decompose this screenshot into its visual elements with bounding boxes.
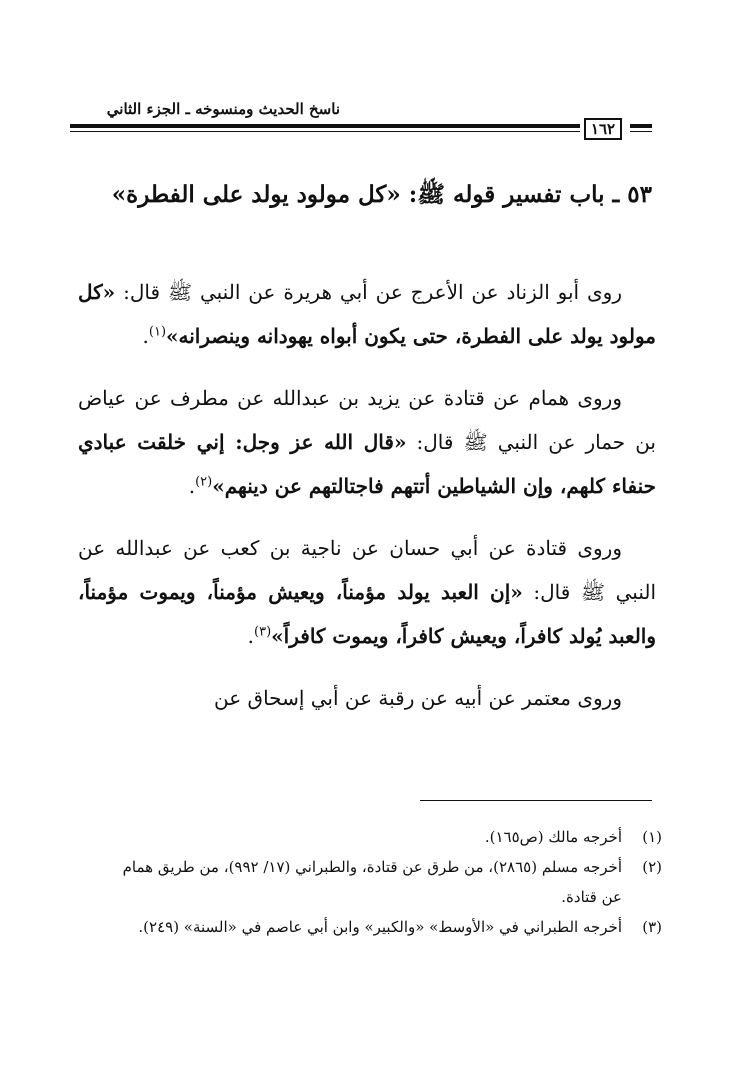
footnote-text: أخرجه الطبراني في «الأوسط» «والكبير» وابن أبي عاصم في «السنة» (٢٤٩).: [138, 918, 622, 936]
paragraph-intro: وروى قتادة عن أبي حسان عن ناجية بن كعب عن عبدالله عن النبي ﷺ قال:: [78, 536, 657, 604]
header-rule-right-thin: [630, 131, 652, 132]
paragraph-2: [78, 376, 656, 508]
footnotes: [100, 822, 662, 942]
paragraph-4: [78, 676, 656, 720]
footnote-text: أخرجه مسلم (٢٨٦٥)، من طرق عن قتادة، والطبراني (١٧/ ٩٩٢)، من طريق همام عن قتادة.: [122, 858, 622, 906]
paragraph-end: .: [247, 624, 255, 648]
paragraph-end: .: [188, 474, 196, 498]
paragraph-intro: وروى معتمر عن أبيه عن رقبة عن أبي إسحاق عن: [214, 686, 622, 710]
running-title: ناسخ الحديث ومنسوخه ـ الجزء الثاني: [106, 100, 340, 118]
paragraph-intro: وروى همام عن قتادة عن يزيد بن عبدالله عن مطرف عن عياض بن حمار عن النبي ﷺ قال:: [78, 386, 657, 454]
header-rule-right-thick: [630, 124, 652, 128]
body-text: [78, 270, 656, 738]
paragraph-intro: روى أبو الزناد عن الأعرج عن أبي هريرة عن النبي ﷺ قال:: [115, 280, 622, 304]
footnote-ref: (١): [148, 324, 167, 340]
footnote-ref: (٣): [254, 624, 272, 640]
page-number: ١٦٢: [584, 118, 622, 140]
footnote-2: [100, 852, 662, 912]
footnote-ref: (٢): [195, 474, 213, 490]
footnote-rule: [420, 800, 652, 801]
footnote-number: (١): [642, 828, 662, 846]
paragraph-end: .: [142, 324, 149, 348]
footnote-number: (٣): [642, 918, 662, 936]
header-rule-thick: [70, 124, 580, 128]
chapter-heading: ٥٣ ـ باب تفسير قوله ﷺ: «كل مولود يولد على الفطرة»: [111, 181, 652, 208]
footnote-1: [100, 822, 662, 852]
footnote-number: (٢): [642, 858, 662, 876]
hadith-quote: «كل مولود يولد على الفطرة، حتى يكون أبواه يهودانه وينصرانه»: [78, 280, 656, 348]
footnote-3: [100, 912, 662, 942]
paragraph-1: [78, 270, 656, 358]
hadith-quote: «قال الله عز وجل: إني خلقت عبادي حنفاء كلهم، وإن الشياطين أتتهم فاجتالتهم عن دينهم»: [78, 430, 656, 498]
paragraph-3: [78, 526, 656, 658]
footnote-text: أخرجه مالك (ص١٦٥).: [484, 828, 622, 846]
header-rule-thin: [70, 131, 580, 132]
hadith-quote: «إن العبد يولد مؤمناً، ويعيش مؤمناً، ويموت مؤمناً، والعبد يُولد كافراً، ويعيش كافراً، ويموت كافراً»: [78, 580, 656, 648]
